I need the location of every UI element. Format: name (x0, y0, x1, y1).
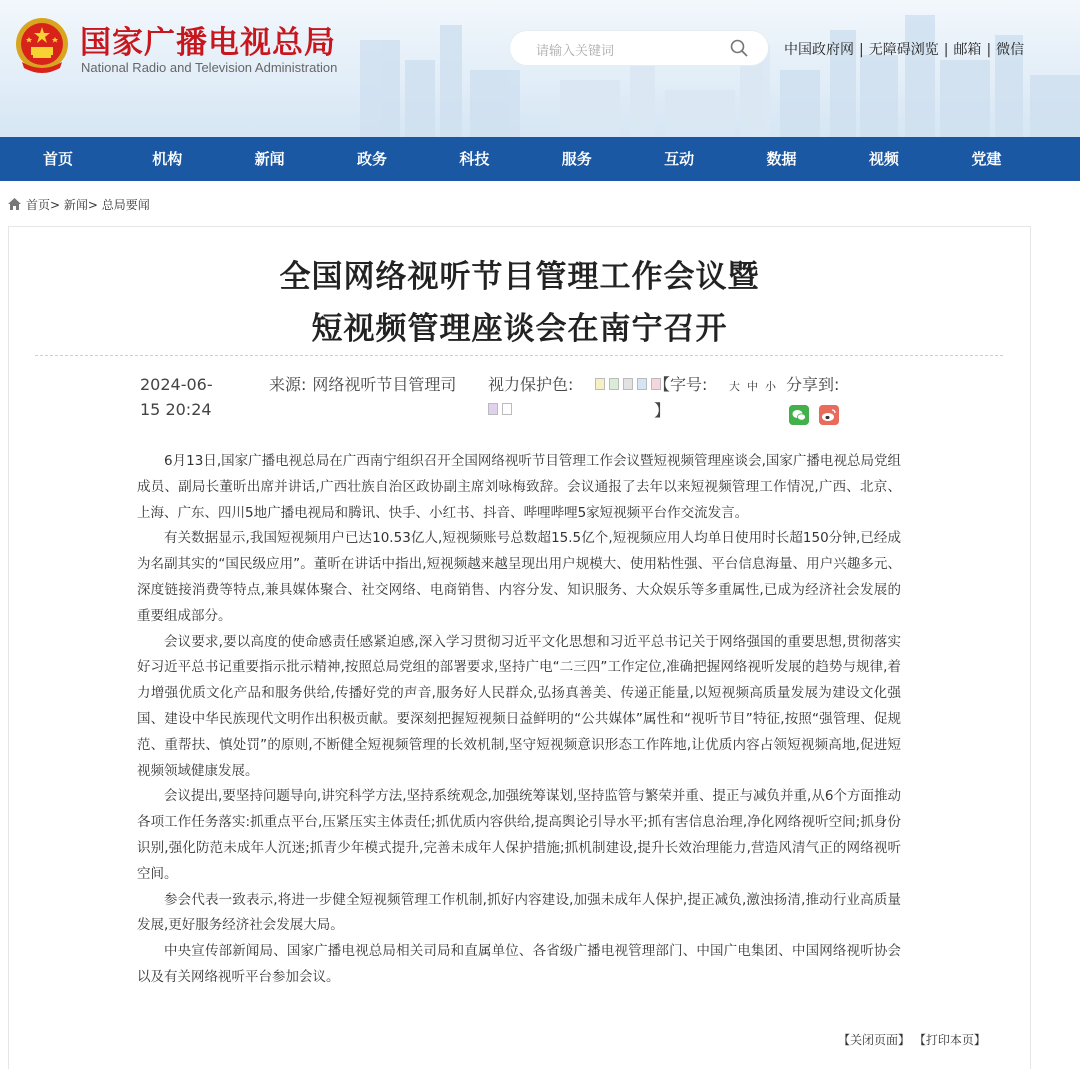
eye-color-purple[interactable] (488, 403, 498, 415)
eye-color-white[interactable] (502, 403, 512, 415)
eye-color-gray[interactable] (623, 378, 633, 390)
link-separator: | (943, 42, 949, 58)
source-name: 网络视听节目管理司 (312, 375, 457, 394)
article-actions (838, 1031, 986, 1048)
font-size-label: 【字号: (654, 375, 708, 394)
breadcrumb-news[interactable]: 新闻> (63, 198, 98, 212)
article-title-line1: 全国网络视听节目管理工作会议暨 (279, 259, 760, 295)
close-page-link[interactable]: 【关闭页面】 (838, 1033, 911, 1047)
font-size-close-bracket: 】 (654, 401, 671, 420)
font-size-large[interactable]: 大 (729, 380, 740, 393)
nav-video[interactable]: 视频 (868, 150, 899, 168)
nav-home[interactable]: 首页 (42, 150, 73, 168)
link-accessibility[interactable]: 无障碍浏览 (868, 42, 939, 58)
site-title-en: National Radio and Television Administration (81, 60, 338, 75)
nav-organization[interactable]: 机构 (152, 150, 183, 168)
eye-protection-label: 视力保护色: (488, 375, 574, 394)
source-label: 来源: (269, 375, 307, 394)
site-header (0, 0, 1080, 137)
nav-news[interactable]: 新闻 (254, 150, 285, 168)
article-card (8, 226, 1031, 1069)
nav-interaction[interactable]: 互动 (664, 150, 695, 168)
breadcrumb-headlines[interactable]: 总局要闻 (101, 198, 150, 212)
nav-party-building[interactable]: 党建 (971, 150, 1002, 168)
link-mail[interactable]: 邮箱 (953, 42, 982, 58)
print-page-link[interactable]: 【打印本页】 (913, 1033, 986, 1047)
eye-color-swatches-row2 (488, 403, 512, 415)
link-gov-cn[interactable]: 中国政府网 (784, 42, 854, 58)
link-separator: | (859, 42, 864, 58)
article-paragraph: 会议提出,要坚持问题导向,讲究科学方法,坚持系统观念,加强统筹谋划,坚持监管与繁荣并重、提正与减负并重,从6个方面推动各项工作任务落实:抓重点平台,压紧压实主体责任;抓优质内容供给,提高舆论引导水平;抓有害信息治理,净化网络视听空间;抓身份识别,强化防范未成年人沉迷;抓青少年模式提升,完善未成年人保护措施;抓机制建设,提升长效治理能力,营造风清气正的网络视听空间。 (137, 788, 901, 882)
article-paragraph: 参会代表一致表示,将进一步健全短视频管理工作机制,抓好内容建设,加强未成年人保护,提正减负,激浊扬清,推动行业高质量发展,更好服务经济社会发展大局。 (137, 891, 901, 934)
share-label: 分享到: (786, 375, 840, 394)
article-source (269, 372, 456, 395)
nav-data[interactable]: 数据 (766, 150, 797, 168)
weibo-icon[interactable] (819, 405, 839, 425)
nav-government-affairs[interactable]: 政务 (356, 150, 387, 168)
font-size-small[interactable]: 小 (765, 380, 776, 393)
main-nav (0, 137, 1080, 181)
wechat-icon[interactable] (789, 405, 809, 425)
article-paragraph: 会议要求,要以高度的使命感责任感紧迫感,深入学习贯彻习近平文化思想和习近平总书记关于网络强国的重要思想,贯彻落实好习近平总书记重要指示批示精神,按照总局党组的部署要求,坚持广电“二三四”工作定位,准确把握网络视听发展的趋势与规律,着力增强优质文化产品和服务供给,传播好党的声音,服务好人民群众,弘扬真善美、传递正能量,以短视频高质量发展为建设文化强国、建设中华民族现代文明作出积极贡献。要深刻把握短视频日益鲜明的“公共媒体”属性和“视听节目”特征,按照“强管理、促规范、重帮扶、慎处罚”的原则,不断健全短视频管理的长效机制,坚守短视频意识形态工作阵地,让优质内容占领短视频高地,促进短视频领域健康发展。 (137, 633, 901, 779)
link-wechat[interactable]: 微信 (996, 42, 1025, 58)
article-paragraph: 6月13日,国家广播电视总局在广西南宁组织召开全国网络视听节目管理工作会议暨短视频管理座谈会,国家广播电视总局党组成员、副局长董昕出席并讲话,广西壮族自治区政协副主席刘咏梅致辞。会议通报了去年以来短视频管理工作情况,广西、北京、上海、广东、四川5地广播电视局和腾讯、快手、小红书、抖音、哔哩哔哩5家短视频平台作交流发言。 (137, 453, 901, 521)
article-title-line2: 短视频管理座谈会在南宁召开 (311, 311, 728, 347)
eye-color-blue[interactable] (637, 378, 647, 390)
article-body (137, 449, 901, 991)
nav-services[interactable]: 服务 (561, 150, 592, 168)
article-paragraph: 中央宣传部新闻局、国家广播电视总局相关司局和直属单位、各省级广播电视管理部门、中国广电集团、中国网络视听协会以及有关网络视听平台参加会议。 (137, 943, 901, 985)
font-size-medium[interactable]: 中 (747, 380, 758, 393)
home-icon (8, 198, 21, 210)
breadcrumb-home[interactable]: 首页> (26, 198, 61, 212)
article-paragraph: 有关数据显示,我国短视频用户已达10.53亿人,短视频账号总数超15.5亿个,短视频应用人均单日使用时长超150分钟,已经成为名副其实的“国民级应用”。董昕在讲话中指出,短视频越来越呈现出用户规模大、使用粘性强、平台信息海量、用户兴趣多元、深度链接消费等特点,兼具媒体聚合、社交网络、电商销售、内容分发、知识服务、大众娱乐等多重属性,已成为经济社会发展的重要组成部分。 (137, 530, 901, 624)
eye-color-green[interactable] (609, 378, 619, 390)
eye-color-yellow[interactable] (595, 378, 605, 390)
publish-date: 2024-06-15 20:24 (140, 375, 213, 419)
search-box[interactable] (510, 31, 768, 65)
national-emblem-icon (14, 16, 70, 76)
eye-color-swatches (595, 378, 661, 390)
title-divider (35, 355, 1003, 356)
breadcrumb (8, 196, 150, 213)
site-title-cn[interactable]: 国家广播电视总局 (80, 25, 336, 61)
search-icon[interactable] (730, 39, 748, 57)
top-links (784, 39, 1024, 59)
link-separator: | (986, 42, 992, 58)
search-input[interactable]: 请输入关键词 (536, 44, 615, 59)
nav-technology[interactable]: 科技 (459, 150, 490, 168)
